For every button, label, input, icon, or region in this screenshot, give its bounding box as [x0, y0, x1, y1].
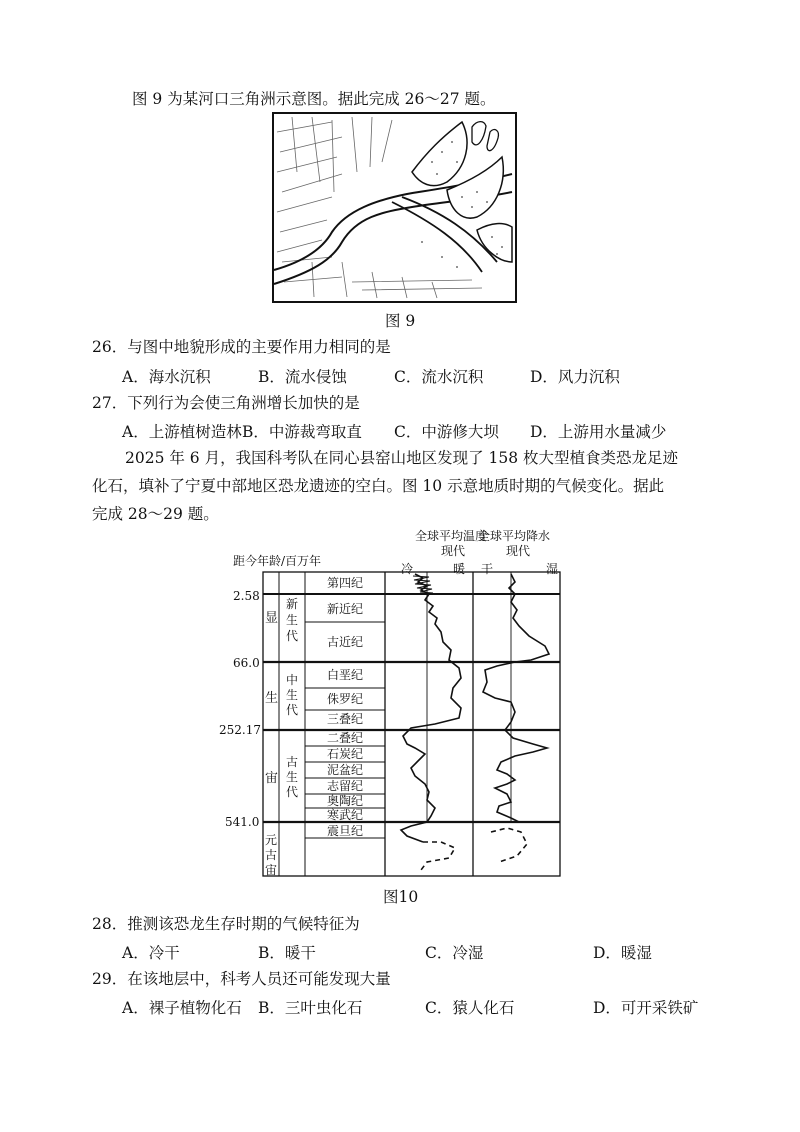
age-label-541.0: 541.0: [225, 815, 260, 829]
period-paleogene: 古近纪: [327, 635, 364, 649]
era-mesozoic-char-3: 代: [286, 703, 299, 717]
era-paleozoic-char-1: 古: [286, 755, 299, 769]
precipitation-axis-title: 全球平均降水: [478, 529, 551, 543]
period-silurian: 志留纪: [327, 779, 364, 793]
temperature-curve-proterozoic: [421, 842, 455, 870]
question-27-option-c: C．中游修大坝: [394, 423, 499, 441]
precipitation-present-label: 现代: [506, 544, 531, 558]
intro-text-fig10-line2: 化石，填补了宁夏中部地区恐龙遗迹的空白。图 10 示意地质时期的气候变化。据此: [92, 477, 665, 495]
figure-10-climate-chart: [215, 522, 575, 887]
period-carboniferous: 石炭纪: [327, 747, 364, 761]
age-label-252.17: 252.17: [219, 723, 261, 737]
figure-10-caption: 图10: [383, 888, 419, 906]
period-triassic: 三叠纪: [327, 712, 364, 726]
figure-9-caption: 图 9: [385, 312, 416, 330]
question-26-stem: 26．与图中地貌形成的主要作用力相同的是: [92, 338, 391, 356]
intro-text-fig10-line3: 完成 28～29 题。: [92, 505, 219, 523]
question-28-option-b: B．暖干: [258, 944, 316, 962]
period-jurassic: 侏罗纪: [327, 692, 364, 706]
temperature-warm-label: 暖: [453, 562, 466, 576]
eon-phanerozoic-char-2: 生: [265, 691, 279, 706]
question-27-option-a: A．上游植树造林: [122, 423, 242, 441]
era-cenozoic-char-1: 新: [286, 597, 299, 611]
era-paleozoic-char-3: 代: [286, 785, 299, 799]
figure-9-delta-map: [272, 112, 518, 304]
period-permian: 二叠纪: [327, 731, 364, 745]
question-29-option-a: A．裸子植物化石: [122, 999, 242, 1017]
temperature-present-label: 现代: [441, 544, 466, 558]
question-28-option-a: A．冷干: [122, 944, 180, 962]
question-29-stem: 29．在该地层中，科考人员还可能发现大量: [92, 970, 391, 988]
question-27-stem: 27．下列行为会使三角洲增长加快的是: [92, 394, 360, 412]
eon-proterozoic-char-2: 古: [265, 848, 278, 862]
age-label-66.0: 66.0: [233, 656, 260, 670]
question-26-option-d: D．风力沉积: [530, 368, 620, 386]
age-axis-title: 距今年龄/百万年: [233, 554, 322, 568]
temperature-axis-title: 全球平均温度: [415, 529, 488, 543]
question-29-option-d: D．可开采铁矿: [593, 999, 699, 1017]
question-27-option-b: B．中游裁弯取直: [242, 423, 362, 441]
intro-text-fig10-line1: 2025 年 6 月，我国科考队在同心县窑山地区发现了 158 枚大型植食类恐龙足迹: [125, 449, 679, 467]
question-29-option-b: B．三叶虫化石: [258, 999, 363, 1017]
era-cenozoic-char-2: 生: [286, 613, 299, 627]
period-neogene: 新近纪: [327, 602, 364, 616]
period-devonian: 泥盆纪: [327, 763, 364, 777]
precipitation-dry-label: 干: [481, 562, 494, 576]
temperature-cold-label: 冷: [401, 562, 414, 576]
precipitation-curve: [483, 574, 549, 822]
eon-proterozoic-char-3: 宙: [265, 863, 278, 877]
eon-proterozoic-char-1: 元: [265, 833, 278, 847]
period-cretaceous: 白垩纪: [327, 668, 364, 682]
question-28-option-d: D．暖湿: [593, 944, 652, 962]
precipitation-wet-label: 湿: [546, 562, 559, 576]
temperature-curve: [401, 574, 461, 842]
question-26-option-b: B．流水侵蚀: [258, 368, 347, 386]
question-26-option-a: A．海水沉积: [122, 368, 211, 386]
precipitation-curve-proterozoic: [491, 828, 527, 862]
age-label-2.58: 2.58: [233, 589, 260, 603]
era-cenozoic-char-3: 代: [286, 629, 299, 643]
question-28-stem: 28．推测该恐龙生存时期的气候特征为: [92, 915, 360, 933]
question-29-option-c: C．猿人化石: [425, 999, 515, 1017]
era-mesozoic-char-2: 生: [286, 688, 299, 702]
period-sinian: 震旦纪: [327, 824, 364, 838]
question-27-option-d: D．上游用水量减少: [530, 423, 667, 441]
era-paleozoic-char-2: 生: [286, 770, 299, 784]
question-28-option-c: C．冷湿: [425, 944, 484, 962]
period-cambrian: 寒武纪: [327, 808, 364, 822]
question-26-option-c: C．流水沉积: [394, 368, 484, 386]
intro-text-fig9: 图 9 为某河口三角洲示意图。据此完成 26～27 题。: [132, 90, 496, 108]
eon-phanerozoic-char-3: 宙: [265, 771, 279, 786]
era-mesozoic-char-1: 中: [286, 673, 299, 687]
eon-phanerozoic-char-1: 显: [265, 611, 279, 626]
period-quaternary: 第四纪: [327, 576, 364, 590]
period-ordovician: 奥陶纪: [327, 794, 364, 808]
